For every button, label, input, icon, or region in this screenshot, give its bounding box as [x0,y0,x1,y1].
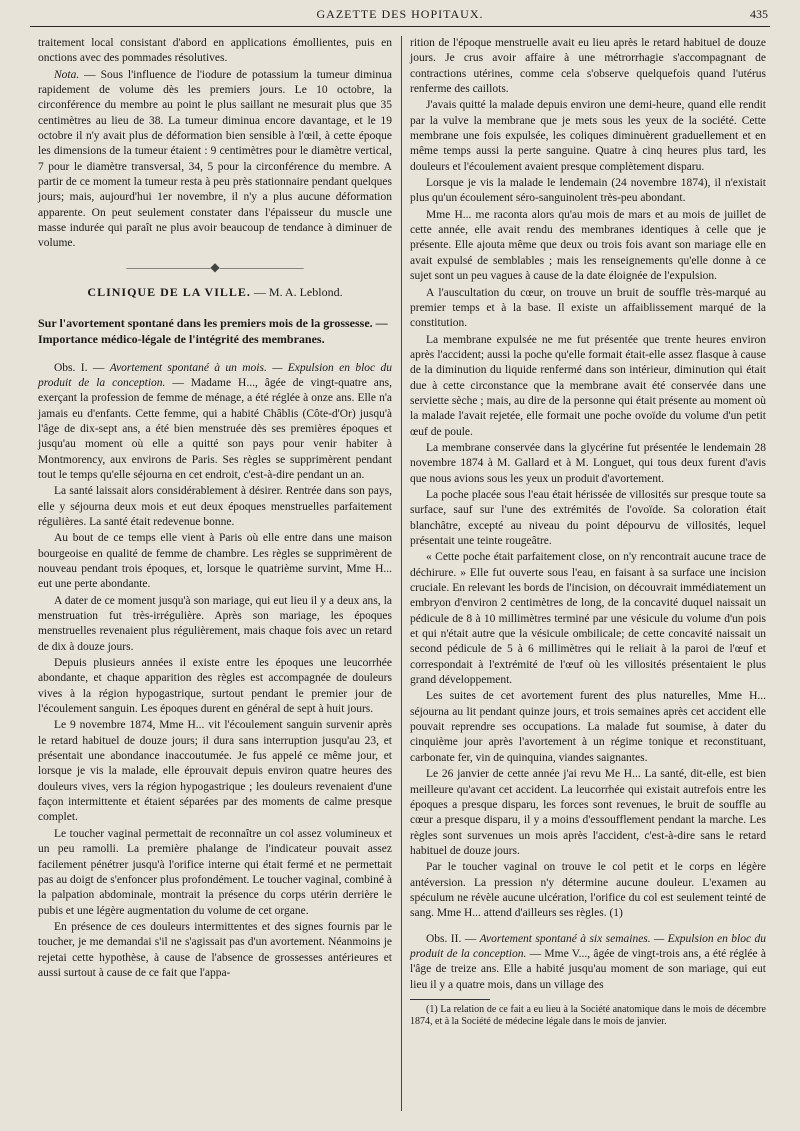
paragraph: La membrane conservée dans la glycérine fut présentée le lendemain 28 novembre 1874 à M. Gallard et à M. Longuet, qui tous deux furent d'avis que nous avions sous les yeux un produit d'avortement. [410,441,766,485]
observation-1 [38,361,392,484]
article-title: Sur l'avortement spontané dans les premiers mois de la grossesse. — Importance médico-légale de l'intégrité des membranes. [38,315,388,346]
nota-text: — Sous l'influence de l'iodure de potassium la tumeur diminua rapidement de volume dès les premiers jours. Le 10 octobre, la circonférence du membre au point le plus saillant ne mesurait plus que 35 centimètres au lieu de 38. La tumeur diminua encore davantage, et le 19 octobre il n'y avait plus de déformation bien sensible à l'œil, à cette époque les dimensions de la tumeur étaient : 9 centimètres pour le diamètre vertical, 7 pour le diamètre transversal, 34, 5 pour la circonférence du membre. A partir de ce moment la tumeur resta à peu près stationnaire pendant quelques jours; mais, aujourd'hui 1er novembre, il n'y a plus aucune déformation apparente. On peut seulement constater dans l'épaisseur du muscle une masse indurée qui paraît ne plus avoir beaucoup de tendance à diminuer de volume. [38,68,392,250]
column-divider [401,36,402,1111]
section-title [38,285,392,300]
obs-text: — Mme V..., âgée de vingt-trois ans, a été réglée à l'âge de treize ans. Elle a habité jusqu'au moment de son mariage, qui eut lieu il y a quatre mois, dans un village des [410,947,766,991]
paragraph: Les suites de cet avortement furent des plus naturelles, Mme H... séjourna au lit pendant quinze jours, et trois semaines après cet accident elle pouvait reprendre ses occupations. La malade fut soumise, à dater du cinquième jour après l'avortement à un régime tonique et reconstituant, carbonate fer, vin de quinquina, viandes saignantes. [410,690,766,764]
paragraph: rition de l'époque menstruelle avait eu lieu après le retard habituel de douze jours. Je crus avoir affaire à une métrorrhagie s'accompagnant de contractions utérines, comme cela s'observe quelquefois quand l'utérus renferme des caillots. [410,37,766,96]
right-column [410,36,766,1029]
paragraph: Le 26 janvier de cette année j'ai revu Me H... La santé, dit-elle, est bien meilleure qu'avant cet accident. La leucorrhée qui existait autrefois entre les époques a presque disparu, les forces sont revenues, le bruit de souffle au cœur a presque disparu, il y a moins d'essoufflement pendant la marche. Les règles sont survenues un mois après l'accident, c'est-à-dire sans le retard habituel de douze jours. [410,768,766,857]
paragraph: « Cette poche était parfaitement close, on n'y rencontrait aucune trace de déchirure. » Elle fut ouverte sous l'eau, en faisant à sa surface une incision cruciale. En relevant les bords de l'incision, on découvrait immédiatement un embryon d'environ 2 centimètres de long, de la concavité duquel naissait un pédicule de 8 à 10 millimètres terminé par une vésicule du volume d'un pois et qui n'était autre que la vésicule ombilicale; de cette concavité naissait un second pédicule de 5 à 6 millimètres qui le reliait à la paroi de l'œuf et correspondait à l'extrémité de l'œuf où les villosités présentaient le plus grand développement. [410,551,766,687]
obs-label: Obs. II. — [426,932,480,945]
journal-title: GAZETTE DES HOPITAUX. [316,7,484,21]
footnote: (1) La relation de ce fait a eu lieu à la Société anatomique dans le mois de décembre 1874, et à la Société de médecine légale dans le mois de janvier. [410,1003,766,1027]
obs-heading: Avortement spontané à six semaines. — Expulsion en bloc du produit de la conception. [410,932,766,960]
nota-label: Nota. [54,68,80,81]
paragraph: A dater de ce moment jusqu'à son mariage, qui eut lieu il y a deux ans, la menstruation fut très-irrégulière. Après son mariage, les époques menstruelles revenaient plus régulièrement, mais chaque fois avec un retard de dix à douze jours. [38,594,392,653]
page-header [30,4,770,27]
section-author: — M. A. Leblond. [250,285,343,300]
nota-paragraph [38,68,392,252]
paragraph: Par le toucher vaginal on trouve le col petit et le corps en légère antéversion. La pression n'y détermine aucune douleur. L'examen au spéculum ne révèle aucune ulcération, l'orifice du col est seulement teinté de sang. Mme H... attend d'ailleurs ses règles. (1) [410,861,766,920]
footnote-rule [410,999,490,1000]
paragraph: Mme H... me raconta alors qu'au mois de mars et au mois de juillet de cette année, elle avait rendu des membranes identiques à celle que je présente. Elle ajouta même que deux ou trois fois avant son mariage elle en avait expulsé de semblables ; mais les renseignements qu'elle donne à ce sujet sont un peu vagues à cause de la date éloignée de l'expulsion. [410,208,766,283]
separator-ornament: ———————◆——————— [126,259,304,274]
paragraph: Au bout de ce temps elle vient à Paris où elle entre dans une maison bourgeoise en qualité de femme de chambre. Les règles se supprimèrent de nouveau pendant trois époques, et, lorsque le quatrième survint, Mme H... eut une perte abondante. [38,532,392,591]
paragraph: traitement local consistant d'abord en applications émollientes, puis en onctions avec des pommades résolutives. [38,37,392,65]
obs-text: — Madame H..., âgée de vingt-quatre ans, exerçant la profession de femme de ménage, a été réglée à onze ans. Elle n'a jamais eu d'enfants. Cette femme, qui a habité Châblis (Côte-d'Or) jusqu'à l'âge de dix-sept ans, a été bien menstruée dès ses premières époques et jusqu'au moment où elle a quitté son pays pour venir habiter à Montmorency, aux environs de Paris. Ses règles se supprimèrent pendant tout le temps qu'elle séjourna en cet endroit, c'est-à-dire pendant un an. [38,376,392,481]
paragraph: Le 9 novembre 1874, Mme H... vit l'écoulement sanguin survenir après le retard habituel de douze jours; il dura sans interruption jusqu'au 23, et présentait une abondance inaccoutumée. Je fus appelé ce même jour, et lorsque je vis la malade, elle éprouvait depuis environ quatre heures des douleurs vives, vers la région hypogastrique ; les douleurs revenaient d'une façon intermittente et étaient séparées par des moments de calme presque complet. [38,719,392,824]
obs-label: Obs. I. — [54,361,110,374]
paragraph: La poche placée sous l'eau était hérissée de villosités sur presque toute sa surface, sauf sur l'une des extrémités de l'ovoïde. Sa coloration était blanchâtre, excepté au niveau du point dépourvu de villosités, lequel présentait une teinte rougeâtre. [410,488,766,547]
observation-2 [410,932,766,993]
paragraph: La membrane expulsée ne me fut présentée que trente heures environ après l'accident; aussi la poche qu'elle formait était-elle assez flasque à cause de la diminution du liquide renfermé dans son intérieur, diminution qui était due à cette circonstance que la membrane avait été conservée dans une serviette sèche ; mais, au dire de la personne qui était présente au moment où la malade l'avait rejetée, elle formait une poche ovoïde du volume d'un petit œuf de poule. [410,333,766,438]
obs-heading: Avortement spontané à un mois. — Expulsion en bloc du produit de la conception. [38,361,392,389]
left-column [38,36,392,982]
page-number: 435 [750,7,768,21]
paragraph: J'avais quitté la malade depuis environ une demi-heure, quand elle rendit par la vulve la membrane que je mets sous les yeux de la société. Cette membrane une fois expulsée, les coliques diminuèrent graduellement et en même temps aussi la perte sanguine. Quatre à cinq heures plus tard, les douleurs et l'écoulement avaient presque complètement disparu. [410,99,766,173]
paragraph: Le toucher vaginal permettait de reconnaître un col assez volumineux et un peu ramolli. La première phalange de l'indicateur pouvait assez facilement pénétrer jusqu'à l'orifice interne qui était fermé et ne permettait pas au doigt de s'enfoncer plus profondément. Le toucher vaginal, combiné à la palpation abdominale, montrait la présence du corps utérin derrière le pubis et une légère augmentation du volume de cet organe. [38,827,392,917]
paragraph: Depuis plusieurs années il existe entre les époques une leucorrhée abondante, et chaque apparition des règles est accompagnée de douleurs vives à la région hypogastrique, surtout pendant le premier jour de l'écoulement sanguin. Les époques durent en général de sept à huit jours. [38,657,392,716]
paragraph: La santé laissait alors considérablement à désirer. Rentrée dans son pays, elle y séjourna deux mois et eut deux époques menstruelles parfaitement régulières. La santé était redevenue bonne. [38,485,392,528]
paragraph: A l'auscultation du cœur, on trouve un bruit de souffle très-marqué au premier temps et à la base. Il existe un affaiblissement marqué de la constitution. [410,286,766,330]
paragraph: Lorsque je vis la malade le lendemain (24 novembre 1874), il n'existait plus qu'un écoulement séro-sanguinolent très-peu abondant. [410,177,766,205]
section-name: CLINIQUE DE LA VILLE. [87,285,251,300]
paragraph: En présence de ces douleurs intermittentes et des signes fournis par le toucher, je me demandai s'il ne s'agissait pas d'un avortement. Néanmoins je rejetai cette hypothèse, à cause de l'absence de grossesses antérieures et aussi surtout à cause de ce fait que l'appa- [38,920,392,979]
